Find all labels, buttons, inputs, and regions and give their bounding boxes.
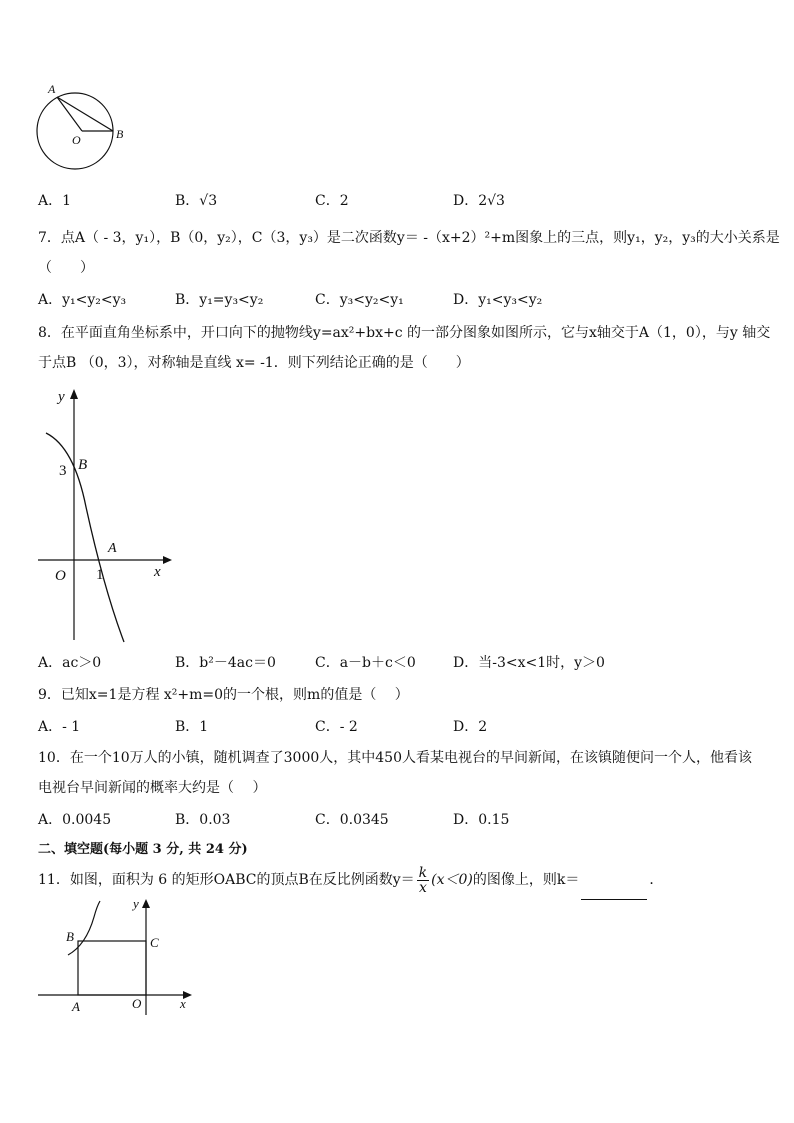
parabola-figure (30, 385, 190, 647)
q7-option-a: A．y₁<y₂<y₃ (38, 292, 127, 308)
q7-option-b: B．y₁=y₃<y₂ (175, 292, 264, 308)
q10-option-d: D．0.15 (453, 812, 510, 828)
label-a: A (48, 82, 56, 96)
q10-option-c: C．0.0345 (315, 812, 389, 828)
q11-text-end: ． (649, 872, 664, 888)
q9-option-b: B．1 (175, 719, 209, 735)
q10-stem-line2: 电视台早间新闻的概率大约是（ ） (38, 780, 267, 796)
origin-label: O (132, 996, 142, 1011)
y-axis-arrow-icon (70, 389, 78, 399)
point-label-b: B (78, 457, 88, 473)
axis-label-y: y (133, 896, 139, 911)
q11-condition: (x＜0) (431, 872, 473, 888)
q9-option-c: C．- 2 (315, 719, 358, 735)
segment-ab (57, 97, 113, 131)
tick-label-1: 1 (96, 567, 104, 583)
q9-option-d: D．2 (453, 719, 488, 735)
hyperbola-curve (68, 901, 100, 955)
q8-stem-line2: 于点B （0，3），对称轴是直线 x= -1．则下列结论正确的是（ ） (38, 355, 470, 371)
q9-option-a: A．- 1 (38, 719, 81, 735)
q6-option-b-value: √3 (199, 193, 218, 209)
q6-option-d-label: D．2 (453, 193, 488, 209)
q11-text-pre: 11．如图，面积为 6 的矩形OABC的顶点B在反比例函数y＝ (38, 872, 415, 888)
rectangle-figure (30, 895, 200, 1020)
vertex-label-c: C (150, 935, 159, 950)
axis-label-x: x (180, 996, 186, 1011)
q6-option-d-value: √3 (487, 193, 505, 209)
origin-label: O (55, 568, 66, 584)
axis-label-x: x (154, 564, 161, 580)
q8-option-c: C．a－b＋c＜0 (315, 655, 416, 671)
tick-label-3: 3 (59, 463, 67, 479)
circle-figure (30, 78, 140, 178)
q7-stem: 7．点A（ - 3，y₁），B（0，y₂），C（3，y₃）是二次函数y＝ -（x+2）²+m图象上的三点，则y₁，y₂，y₃的大小关系是 (38, 230, 780, 246)
q10-stem-line1: 10．在一个10万人的小镇，随机调查了3000人，其中450人看某电视台的早间新闻，在该镇随便问一个人，他看该 (38, 750, 752, 766)
q11-stem (38, 860, 663, 900)
rectangle-oabc (78, 941, 146, 995)
y-axis-arrow-icon (142, 899, 150, 908)
q6-option-a: A．1 (38, 193, 72, 209)
q6-option-b-label: B． (175, 193, 200, 209)
axis-label-y: y (58, 389, 65, 405)
q10-option-a: A．0.0045 (38, 812, 112, 828)
q11-fraction-denominator: x (418, 879, 427, 896)
q8-stem-line1: 8．在平面直角坐标系中，开口向下的抛物线y=ax²+bx+c 的一部分图象如图所示，它与x轴交于A（1，0），与y 轴交 (38, 325, 771, 341)
label-o: O (72, 133, 81, 147)
q7-option-c: C．y₃<y₂<y₁ (315, 292, 404, 308)
q11-fraction (417, 866, 429, 895)
q7-option-d: D．y₁<y₃<y₂ (453, 292, 543, 308)
q6-option-b (175, 192, 217, 210)
q9-stem: 9．已知x=1是方程 x²+m=0的一个根，则m的值是（ ） (38, 687, 409, 703)
q8-option-b: B．b²－4ac＝0 (175, 655, 276, 671)
label-b: B (116, 127, 124, 141)
q11-text-post: 的图像上，则k＝ (472, 872, 580, 888)
vertex-label-b: B (66, 929, 74, 944)
q8-option-d: D．当-3<x<1时，y＞0 (453, 655, 605, 671)
point-label-a: A (108, 541, 117, 556)
q6-option-d (453, 192, 505, 210)
vertex-label-a: A (72, 999, 80, 1014)
q6-option-c: C．2 (315, 193, 349, 209)
x-axis-arrow-icon (163, 556, 172, 564)
q7-answer-paren: （ ） (38, 260, 94, 276)
q8-option-a: A．ac＞0 (38, 655, 102, 671)
q10-option-b: B．0.03 (175, 812, 231, 828)
section-heading: 二、填空题(每小题 3 分, 共 24 分) (38, 842, 248, 857)
segment-oa (57, 97, 82, 131)
q11-answer-blank[interactable] (581, 899, 647, 900)
q11-fraction-numerator: k (418, 864, 428, 881)
